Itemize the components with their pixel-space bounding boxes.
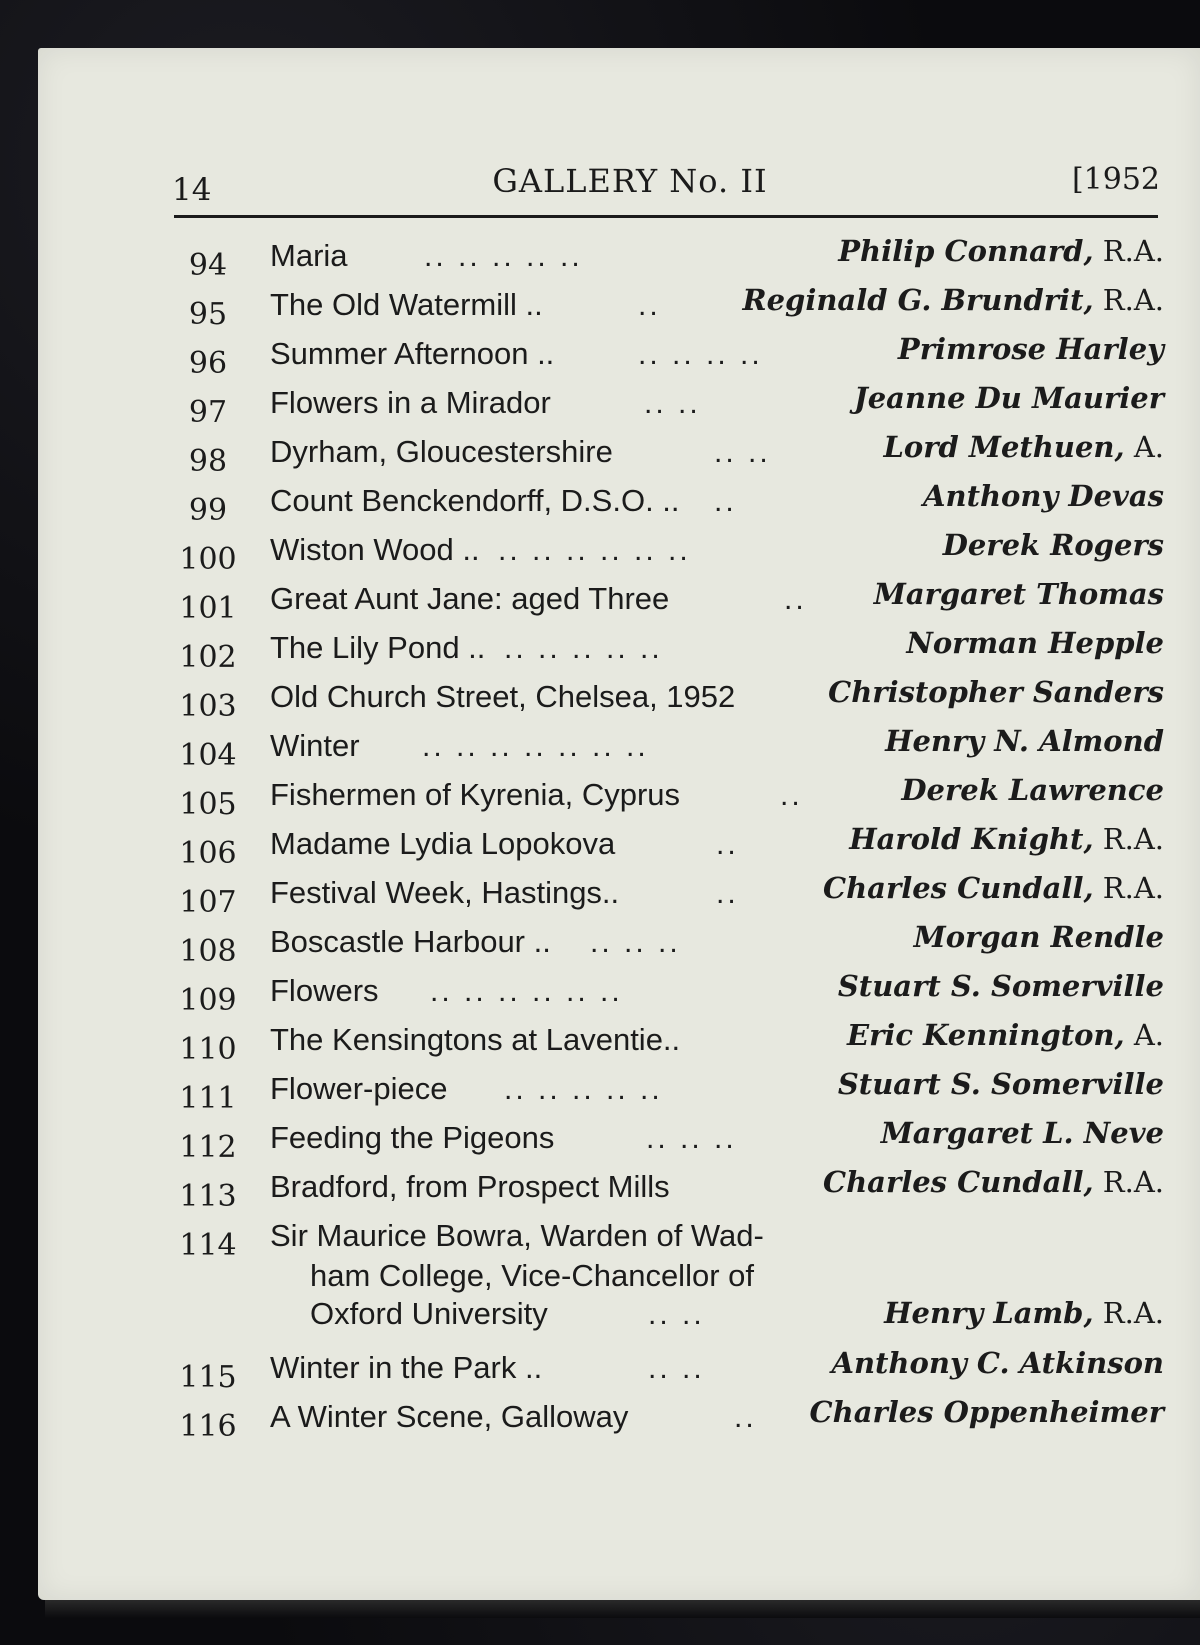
artist-honour: R.A. <box>1093 822 1164 856</box>
dot-leader: .. .. .. .. .. .. <box>498 534 691 567</box>
entry-number: 109 <box>179 983 237 1018</box>
entry-artist: Henry N. Almond <box>885 724 1164 758</box>
dot-leader: .. .. <box>644 387 701 420</box>
dot-leader: .. <box>638 289 661 322</box>
entry-number: 116 <box>179 1409 237 1444</box>
entry-artist: Stuart S. Somerville <box>837 969 1164 1003</box>
dot-leader: .. .. .. .. .. .. <box>430 975 623 1008</box>
dot-leader: .. <box>784 583 807 616</box>
entry-title: Madame Lydia Lopokova <box>270 826 616 861</box>
entry-number: 111 <box>179 1081 237 1116</box>
entry-number: 107 <box>179 885 237 920</box>
entry-artist: Harold Knight, R.A. <box>849 822 1164 856</box>
entry-title: Summer Afternoon .. <box>270 336 555 371</box>
running-title: GALLERY No. II <box>492 162 768 200</box>
entry-title: Flowers in a Mirador <box>270 385 551 420</box>
dot-leader: .. .. .. .. .. <box>504 632 663 665</box>
entry-number: 114 <box>179 1228 237 1263</box>
dot-leader: .. <box>780 779 803 812</box>
dot-leader: .. .. <box>648 1298 705 1331</box>
entry-title: Flower-piece <box>270 1071 448 1106</box>
entry-artist: Christopher Sanders <box>828 675 1164 709</box>
artist-honour: R.A. <box>1093 283 1164 317</box>
entry-artist: Margaret Thomas <box>873 577 1164 611</box>
catalogue-entry <box>174 773 1164 822</box>
dot-leader: .. <box>714 485 737 518</box>
header-rule <box>174 215 1158 218</box>
entry-title: Winter <box>270 728 360 763</box>
catalogue-entry <box>174 969 1164 1018</box>
dot-leader: .. <box>716 877 739 910</box>
catalogue-list <box>174 234 1164 1444</box>
year-label: [1952 <box>1071 162 1160 197</box>
entry-artist: Primrose Harley <box>897 332 1164 366</box>
entry-number: 97 <box>188 395 228 430</box>
entry-artist: Charles Cundall, R.A. <box>822 871 1164 905</box>
page-edge-shadow <box>45 1600 1200 1618</box>
entry-number: 103 <box>179 689 237 724</box>
dot-leader: .. .. .. .. .. .. .. <box>422 730 649 763</box>
catalogue-entry <box>174 479 1164 528</box>
dot-leader: .. .. .. .. .. <box>504 1073 663 1106</box>
entry-number: 94 <box>188 248 228 283</box>
catalogue-entry <box>174 1067 1164 1116</box>
artist-honour: A. <box>1124 430 1164 464</box>
entry-artist: Morgan Rendle <box>913 920 1164 954</box>
dot-leader: .. .. .. .. <box>638 338 763 371</box>
entry-number: 102 <box>179 640 237 675</box>
entry-title: Wiston Wood .. <box>270 532 480 567</box>
entry-artist: Jeanne Du Maurier <box>853 381 1164 415</box>
entry-number: 113 <box>179 1179 237 1214</box>
entry-artist: Eric Kennington, A. <box>846 1018 1164 1052</box>
entry-artist: Anthony C. Atkinson <box>831 1346 1164 1380</box>
entry-number: 105 <box>179 787 237 822</box>
entry-artist: Lord Methuen, A. <box>883 430 1164 464</box>
dot-leader: .. .. <box>648 1352 705 1385</box>
entry-artist: Stuart S. Somerville <box>837 1067 1164 1101</box>
catalogue-entry <box>174 332 1164 381</box>
catalogue-entry <box>174 871 1164 920</box>
entry-title: Maria <box>270 238 348 273</box>
entry-number: 101 <box>179 591 237 626</box>
entry-number: 96 <box>188 346 228 381</box>
entry-title: Festival Week, Hastings.. <box>270 875 620 910</box>
entry-title: A Winter Scene, Galloway <box>270 1399 629 1434</box>
entry-artist: Charles Oppenheimer <box>809 1395 1164 1429</box>
entry-number: 106 <box>179 836 237 871</box>
artist-honour: R.A. <box>1093 1296 1164 1330</box>
catalogue-entry <box>174 283 1164 332</box>
entry-artist: Philip Connard, R.A. <box>838 234 1164 268</box>
page-header <box>130 120 1160 208</box>
entry-artist: Norman Hepple <box>906 626 1164 660</box>
entry-number: 115 <box>179 1360 237 1395</box>
catalogue-entry <box>174 1346 1164 1395</box>
entry-number: 95 <box>188 297 228 332</box>
catalogue-entry <box>174 1165 1164 1214</box>
artist-honour: R.A. <box>1093 1165 1164 1199</box>
catalogue-entry <box>174 430 1164 479</box>
dot-leader: .. <box>734 1401 757 1434</box>
entry-title: Dyrham, Gloucestershire <box>270 434 613 469</box>
artist-honour: R.A. <box>1093 234 1164 268</box>
entry-artist: Derek Lawrence <box>901 773 1164 807</box>
entry-number: 98 <box>188 444 228 479</box>
catalogue-entry <box>174 1214 1164 1346</box>
entry-number: 99 <box>188 493 228 528</box>
dot-leader: .. .. .. <box>590 926 681 959</box>
entry-title: The Lily Pond .. <box>270 630 486 665</box>
entry-title: Flowers <box>270 973 379 1008</box>
entry-title-continued: Oxford University <box>310 1296 548 1331</box>
entry-artist: Reginald G. Brundrit, R.A. <box>742 283 1164 317</box>
page-number: 14 <box>172 172 212 208</box>
entry-artist: Derek Rogers <box>942 528 1164 562</box>
entry-title: Feeding the Pigeons <box>270 1120 555 1155</box>
entry-title: Fishermen of Kyrenia, Cyprus <box>270 777 681 812</box>
entry-title: The Kensingtons at Laventie.. <box>270 1022 681 1057</box>
catalogue-entry <box>174 1395 1164 1444</box>
entry-title: Old Church Street, Chelsea, 1952 <box>270 679 736 714</box>
entry-title: Winter in the Park .. <box>270 1350 543 1385</box>
catalogue-entry <box>174 920 1164 969</box>
entry-title-continued: ham College, Vice-Chancellor of <box>310 1258 754 1293</box>
dot-leader: .. <box>716 828 739 861</box>
entry-title: Great Aunt Jane: aged Three <box>270 581 670 616</box>
dot-leader: .. .. <box>714 436 771 469</box>
catalogue-entry <box>174 1116 1164 1165</box>
entry-artist: Margaret L. Neve <box>880 1116 1164 1150</box>
entry-artist: Henry Lamb, R.A. <box>884 1296 1164 1330</box>
catalogue-entry <box>174 234 1164 283</box>
entry-number: 104 <box>179 738 237 773</box>
catalogue-entry <box>174 577 1164 626</box>
artist-honour: A. <box>1124 1018 1164 1052</box>
entry-number: 110 <box>179 1032 237 1067</box>
dot-leader: .. .. .. .. .. <box>424 240 583 273</box>
catalogue-entry <box>174 675 1164 724</box>
entry-title: Boscastle Harbour .. <box>270 924 551 959</box>
catalogue-entry <box>174 822 1164 871</box>
entry-title: Count Benckendorff, D.S.O. .. <box>270 483 680 518</box>
catalogue-entry <box>174 1018 1164 1067</box>
entry-title: The Old Watermill .. <box>270 287 543 322</box>
catalogue-entry <box>174 381 1164 430</box>
catalogue-entry <box>174 528 1164 577</box>
artist-honour: R.A. <box>1093 871 1164 905</box>
entry-number: 112 <box>179 1130 237 1165</box>
entry-artist: Charles Cundall, R.A. <box>822 1165 1164 1199</box>
catalogue-entry <box>174 724 1164 773</box>
dot-leader: .. .. .. <box>646 1122 737 1155</box>
entry-number: 108 <box>179 934 237 969</box>
entry-artist: Anthony Devas <box>922 479 1164 513</box>
entry-number: 100 <box>179 542 237 577</box>
catalogue-entry <box>174 626 1164 675</box>
entry-title: Bradford, from Prospect Mills <box>270 1169 670 1204</box>
entry-title: Sir Maurice Bowra, Warden of Wad- <box>270 1218 764 1253</box>
